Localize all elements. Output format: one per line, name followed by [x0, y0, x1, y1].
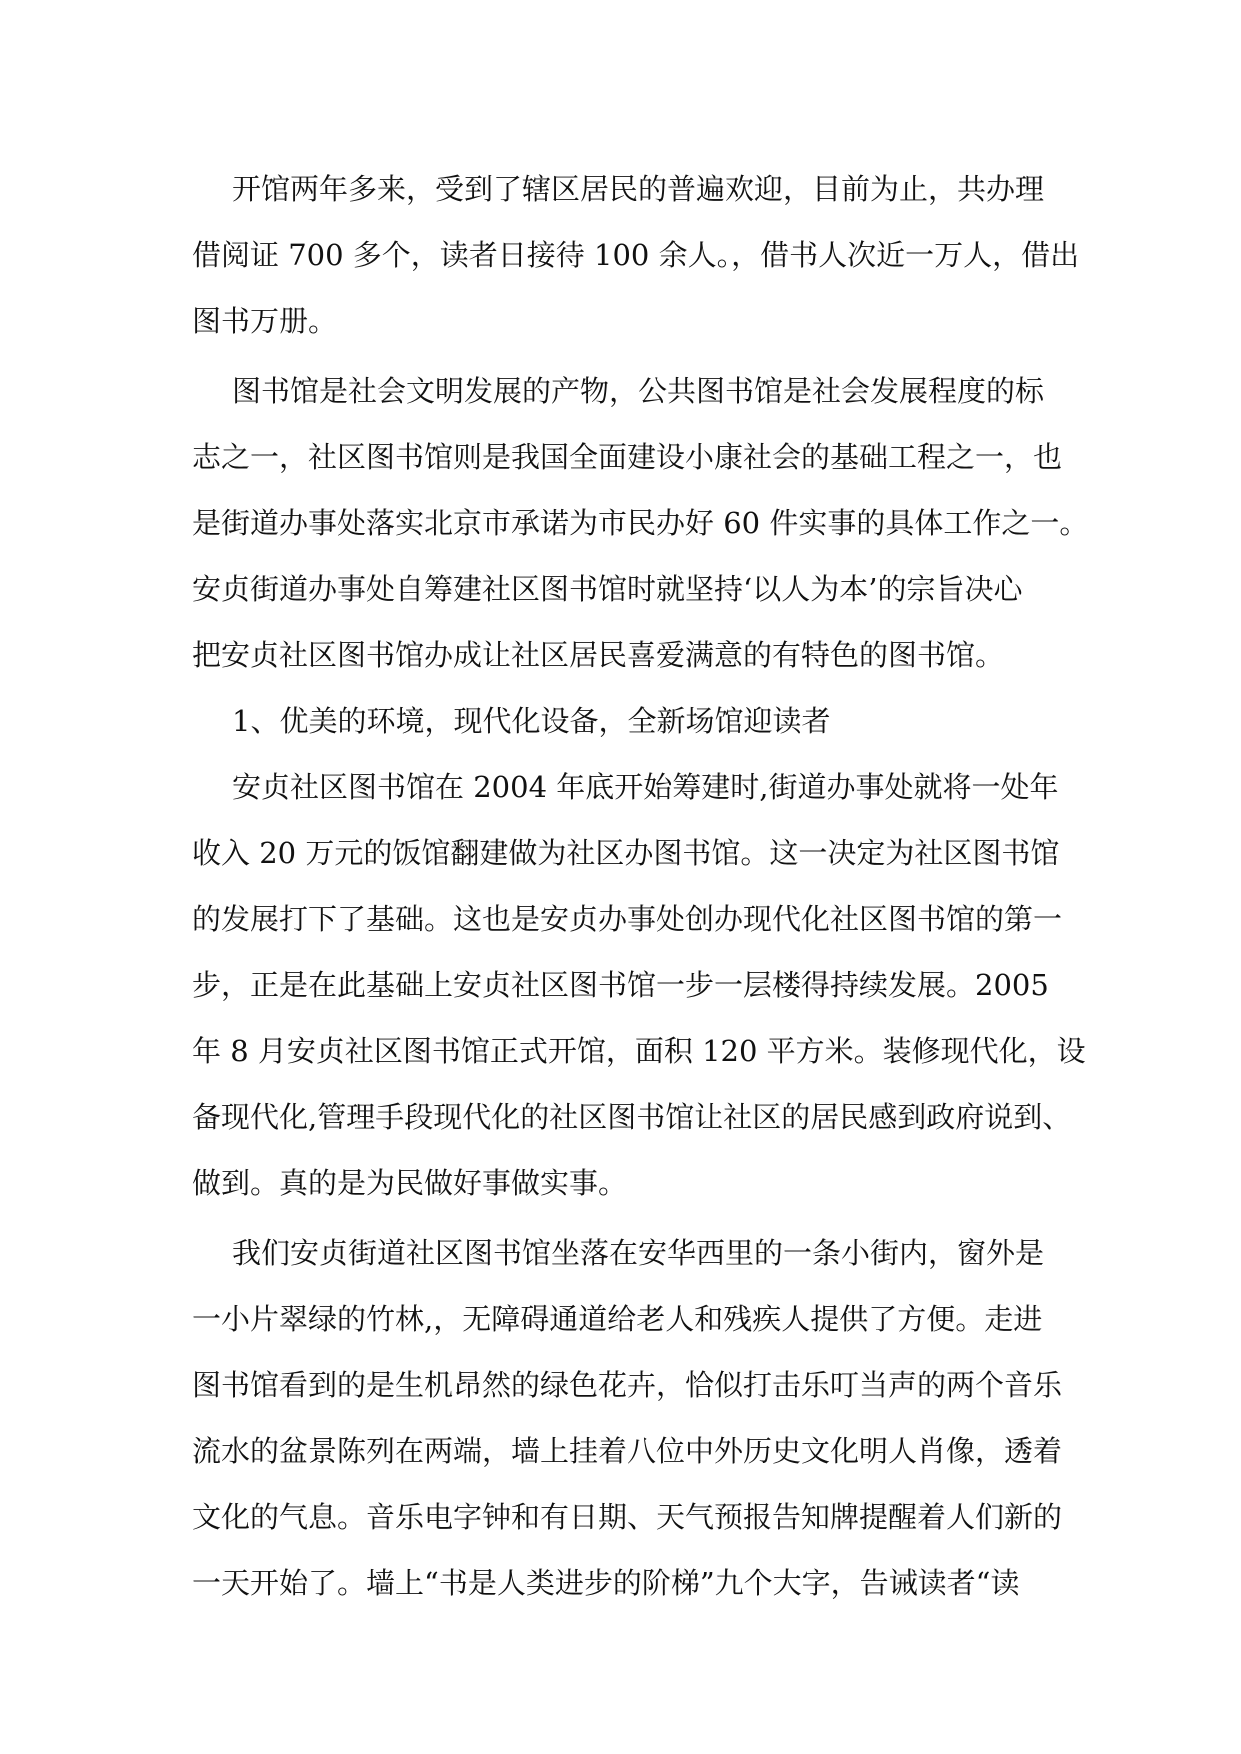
- paragraph-line: 图书万册。: [192, 304, 338, 338]
- document-body: [192, 156, 1089, 1616]
- paragraph-line: 开馆两年多来，受到了辖区居民的普遍欢迎，目前为止，共办理: [232, 172, 1045, 206]
- paragraph-line: 备现代化,管理手段现代化的社区图书馆让社区的居民感到政府说到、: [192, 1100, 1072, 1134]
- paragraph-library-opening-stats: [192, 156, 1080, 354]
- paragraph-construction-history: [192, 754, 1086, 1216]
- paragraph-line: 步，正是在此基础上安贞社区图书馆一步一层楼得持续发展。2005: [192, 968, 1049, 1002]
- paragraph-line: 年 8 月安贞社区图书馆正式开馆，面积 120 平方米。装修现代化，设: [192, 1034, 1086, 1068]
- paragraph-line: 收入 20 万元的饭馆翻建做为社区办图书馆。这一决定为社区图书馆: [192, 836, 1060, 870]
- paragraph-line: 安贞社区图书馆在 2004 年底开始筹建时,街道办事处就将一处年: [232, 770, 1059, 804]
- paragraph-line: 一小片翠绿的竹林,，无障碍通道给老人和残疾人提供了方便。走进: [192, 1302, 1043, 1336]
- paragraph-line: 流水的盆景陈列在两端，墙上挂着八位中外历史文化明人肖像，透着: [192, 1434, 1063, 1468]
- paragraph-line: 是街道办事处落实北京市承诺为市民办好 60 件实事的具体工作之一。: [192, 506, 1089, 540]
- paragraph-line: 做到。真的是为民做好事做实事。: [192, 1166, 628, 1200]
- paragraph-line: 文化的气息。音乐电字钟和有日期、天气预报告知牌提醒着人们新的: [192, 1500, 1063, 1534]
- paragraph-line: 志之一，社区图书馆则是我国全面建设小康社会的基础工程之一，也: [192, 440, 1063, 474]
- paragraph-line: 我们安贞街道社区图书馆坐落在安华西里的一条小街内，窗外是: [232, 1236, 1045, 1270]
- paragraph-library-significance: [192, 358, 1089, 688]
- paragraph-line: 把安贞社区图书馆办成让社区居民喜爱满意的有特色的图书馆。: [192, 638, 1005, 672]
- section-heading-environment: [192, 688, 1054, 754]
- paragraph-line: 的发展打下了基础。这也是安贞办事处创办现代化社区图书馆的第一: [192, 902, 1063, 936]
- paragraph-line: 图书馆看到的是生机昂然的绿色花卉，恰似打击乐叮当声的两个音乐: [192, 1368, 1063, 1402]
- paragraph-line: 借阅证 700 多个，读者日接待 100 余人。，借书人次近一万人，借出: [192, 238, 1080, 272]
- paragraph-library-environment: [192, 1220, 1063, 1616]
- paragraph-line: 图书馆是社会文明发展的产物，公共图书馆是社会发展程度的标: [232, 374, 1045, 408]
- section-heading-line: 1、优美的环境，现代化设备，全新场馆迎读者: [232, 704, 831, 738]
- paragraph-line: 安贞街道办事处自筹建社区图书馆时就坚持‘以人为本’的宗旨决心: [192, 572, 1023, 606]
- paragraph-line: 一天开始了。墙上“书是人类进步的阶梯”九个大字，告诫读者“读: [192, 1566, 1020, 1600]
